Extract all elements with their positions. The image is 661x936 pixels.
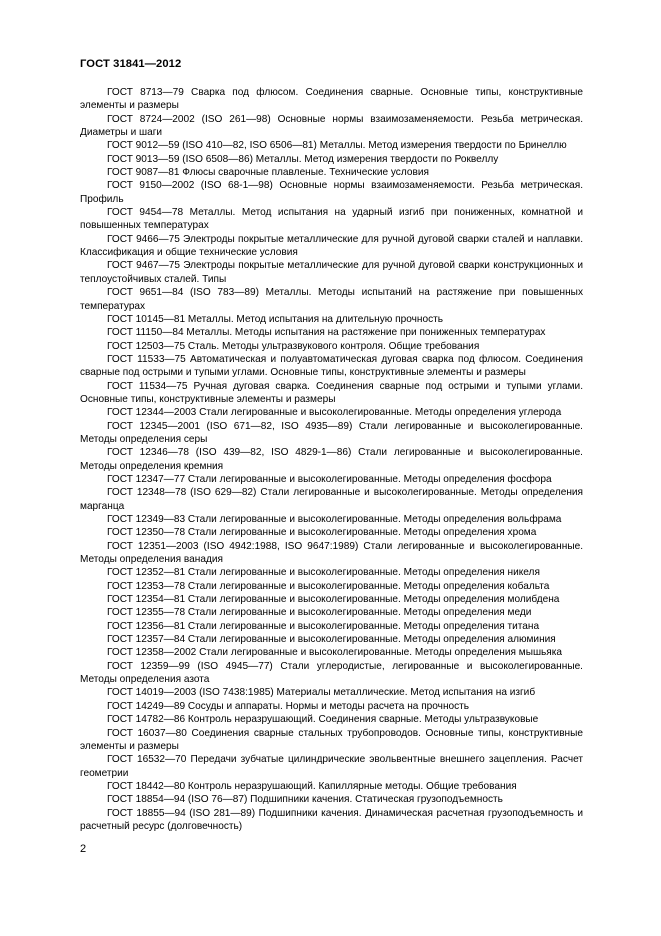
reference-item: ГОСТ 12346—78 (ISO 439—82, ISO 4829-1—86) Стали легированные и высоколегированные. Методы определения кремния — [80, 447, 583, 472]
reference-item: ГОСТ 14019—2003 (ISO 7438:1985) Материалы металлические. Метод испытания на изгиб — [107, 687, 536, 699]
normative-references-list — [80, 86, 583, 833]
reference-item: ГОСТ 12348—78 (ISO 629—82) Стали легированные и высоколегированные. Методы определения марганца — [80, 487, 583, 512]
reference-item: ГОСТ 8724—2002 (ISO 261—98) Основные нормы взаимозаменяемости. Резьба метрическая. Диаметры и шаги — [80, 113, 583, 139]
reference-item: ГОСТ 9012—59 (ISO 410—82, ISO 6506—81) Металлы. Метод измерения твердости по Бринеллю — [107, 140, 567, 152]
reference-item: ГОСТ 12503—75 Сталь. Методы ультразвукового контроля. Общие требования — [107, 340, 480, 352]
reference-item: ГОСТ 18854—94 (ISO 76—87) Подшипники качения. Статическая грузоподъемность — [107, 794, 503, 806]
page-number: 2 — [80, 843, 87, 855]
reference-item: ГОСТ 12359—99 (ISO 4945—77) Стали углеродистые, легированные и высоколегированные. Методы определения азота — [80, 660, 583, 686]
reference-item: ГОСТ 14782—86 Контроль неразрушающий. Соединения сварные. Методы ультразвуковые — [107, 714, 539, 726]
reference-item: ГОСТ 9466—75 Электроды покрытые металлические для ручной дуговой сварки сталей и наплавки. Классификация и общие технические условия — [80, 233, 583, 259]
reference-item: ГОСТ 12344—2003 Стали легированные и высоколегированные. Методы определения углерода — [107, 407, 562, 419]
reference-item: ГОСТ 11150—84 Металлы. Методы испытания на растяжение при пониженных температурах — [107, 327, 546, 339]
reference-item: ГОСТ 14249—89 Сосуды и аппараты. Нормы и методы расчета на прочность — [107, 700, 470, 712]
reference-item: ГОСТ 12354—81 Стали легированные и высоколегированные. Методы определения молибдена — [107, 594, 560, 606]
reference-item: ГОСТ 12349—83 Стали легированные и высоколегированные. Методы определения вольфрама — [107, 514, 562, 525]
reference-item: ГОСТ 9087—81 Флюсы сварочные плавленые. Технические условия — [107, 167, 429, 179]
reference-item: ГОСТ 8713—79 Сварка под флюсом. Соединения сварные. Основные типы, конструктивные элементы и размеры — [80, 87, 583, 112]
reference-item: ГОСТ 11533—75 Автоматическая и полуавтоматическая дуговая сварка под флюсом. Соединения сварные под острыми и тупыми углами. Основные типы, конструктивные элементы и размеры — [80, 353, 583, 379]
reference-item: ГОСТ 18855—94 (ISO 281—89) Подшипники качения. Динамическая расчетная грузоподъемность и расчетный ресурс (долговечность) — [80, 807, 583, 832]
reference-item: ГОСТ 12355—78 Стали легированные и высоколегированные. Методы определения меди — [107, 607, 532, 619]
reference-item: ГОСТ 9651—84 (ISO 783—89) Металлы. Методы испытаний на растяжение при повышенных температурах — [80, 287, 583, 312]
reference-item: ГОСТ 18442—80 Контроль неразрушающий. Капиллярные методы. Общие требования — [107, 780, 517, 792]
reference-item: ГОСТ 12352—81 Стали легированные и высоколегированные. Методы определения никеля — [107, 567, 540, 579]
reference-item: ГОСТ 12350—78 Стали легированные и высоколегированные. Методы определения хрома — [107, 527, 537, 539]
reference-item: ГОСТ 9467—75 Электроды покрытые металлические для ручной дуговой сварки конструкционных и теплоустойчивых сталей. Типы — [80, 260, 583, 285]
reference-item: ГОСТ 12356—81 Стали легированные и высоколегированные. Методы определения титана — [107, 620, 540, 632]
reference-item: ГОСТ 12351—2003 (ISO 4942:1988, ISO 9647:1989) Стали легированные и высоколегированные. Методы определения ванадия — [80, 540, 583, 566]
reference-item: ГОСТ 10145—81 Металлы. Метод испытания на длительную прочность — [107, 313, 444, 325]
reference-item: ГОСТ 16532—70 Передачи зубчатые цилиндрические эвольвентные внешнего зацепления. Расчет геометрии — [80, 754, 583, 779]
reference-item: ГОСТ 12345—2001 (ISO 671—82, ISO 4935—89) Стали легированные и высоколегированные. Методы определения серы — [80, 420, 583, 445]
reference-item: ГОСТ 12358—2002 Стали легированные и высоколегированные. Методы определения мышьяка — [107, 647, 563, 659]
reference-item: ГОСТ 9150—2002 (ISO 68-1—98) Основные нормы взаимозаменяемости. Резьба метрическая. Профиль — [80, 180, 583, 205]
reference-item: ГОСТ 9454—78 Металлы. Метод испытания на ударный изгиб при пониженных, комнатной и повышенных температурах — [80, 207, 583, 232]
reference-item: ГОСТ 16037—80 Соединения сварные стальных трубопроводов. Основные типы, конструктивные элементы и размеры — [80, 727, 583, 752]
reference-item: ГОСТ 9013—59 (ISO 6508—86) Металлы. Метод измерения твердости по Роквеллу — [107, 153, 499, 165]
reference-item: ГОСТ 12347—77 Стали легированные и высоколегированные. Методы определения фосфора — [107, 473, 552, 485]
reference-item: ГОСТ 12353—78 Стали легированные и высоколегированные. Методы определения кобальта — [107, 580, 550, 592]
reference-item: ГОСТ 12357—84 Стали легированные и высоколегированные. Методы определения алюминия — [107, 634, 556, 646]
document-header: ГОСТ 31841—2012 — [80, 58, 182, 70]
reference-item: ГОСТ 11534—75 Ручная дуговая сварка. Соединения сварные под острыми и тупыми углами. Основные типы, конструктивные элементы и размеры — [80, 380, 583, 405]
